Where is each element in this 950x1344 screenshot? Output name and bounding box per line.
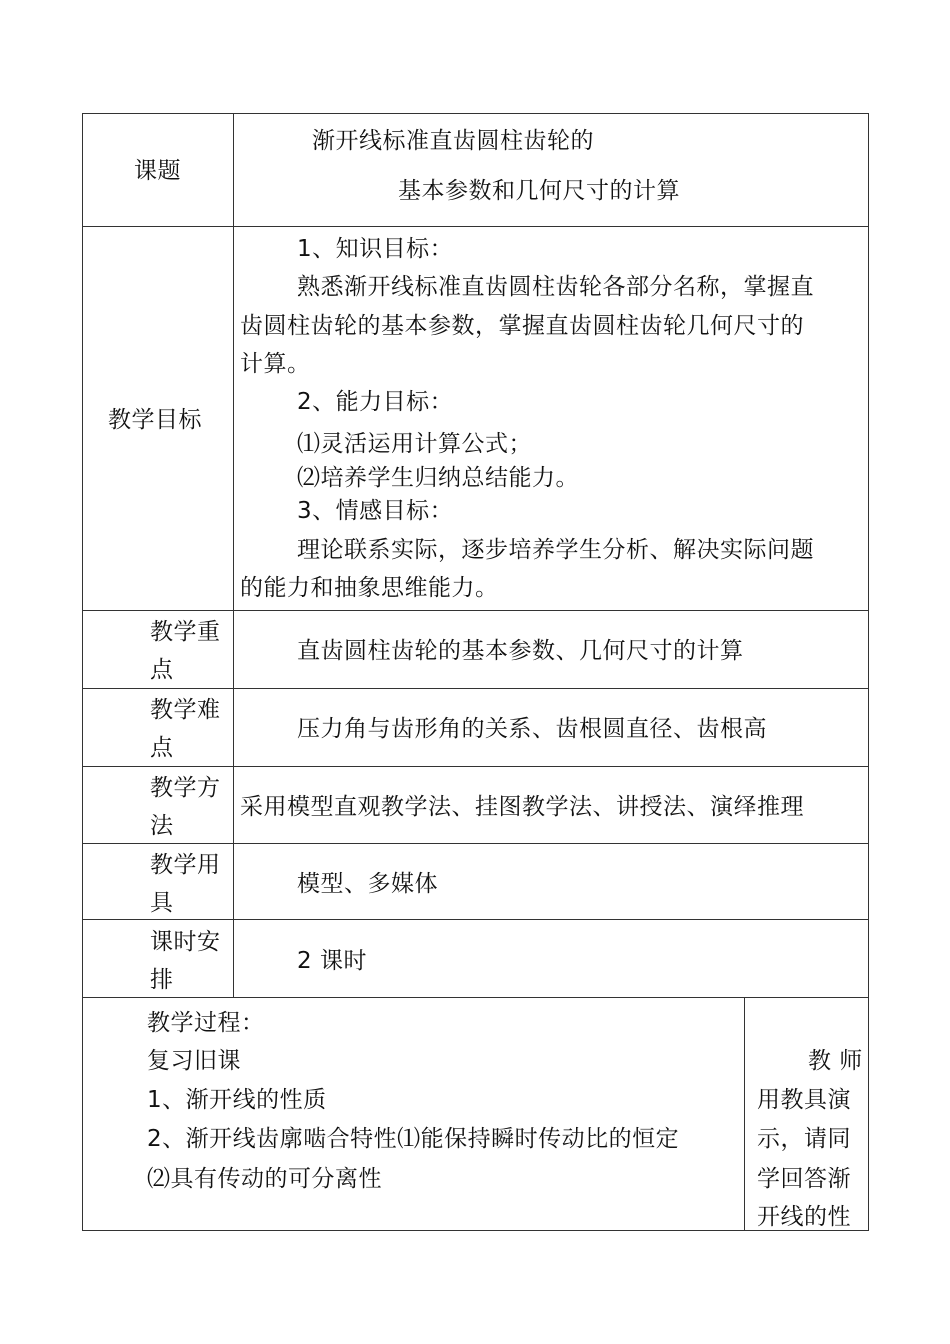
objective-line: ⑵培养学生归纳总结能力。 — [297, 465, 579, 491]
row-divider — [82, 843, 869, 844]
row-divider — [82, 610, 869, 611]
title-line-1: 渐开线标准直齿圆柱齿轮的 — [312, 128, 594, 154]
process-line: 教学过程： — [147, 1010, 265, 1036]
tools-label-2: 具 — [150, 890, 174, 916]
tools-label-1: 教学用 — [150, 852, 221, 878]
difficulty-label-2: 点 — [150, 735, 174, 761]
objective-line: 1、知识目标： — [297, 236, 454, 262]
process-line: 1、渐开线的性质 — [147, 1087, 327, 1113]
process-side-line: 示，请同 — [757, 1126, 851, 1152]
tools-content: 模型、多媒体 — [297, 871, 438, 897]
difficulty-label-1: 教学难 — [150, 697, 221, 723]
title-line-2: 基本参数和几何尺寸的计算 — [398, 178, 680, 204]
objective-line: 熟悉渐开线标准直齿圆柱齿轮各部分名称，掌握直 — [297, 274, 814, 300]
row-divider — [82, 766, 869, 767]
objective-line: 齿圆柱齿轮的基本参数，掌握直齿圆柱齿轮几何尺寸的 — [240, 313, 804, 339]
schedule-label-2: 排 — [150, 967, 174, 993]
process-side-line: 开线的性 — [757, 1204, 851, 1230]
row-divider — [82, 919, 869, 920]
objective-line: 3、情感目标： — [297, 498, 454, 524]
schedule-content: 2 课时 — [297, 948, 367, 974]
row-divider — [82, 226, 869, 227]
column-divider — [233, 113, 234, 997]
process-line: 2、渐开线齿廓啮合特性⑴能保持瞬时传动比的恒定 — [147, 1126, 680, 1152]
difficulty-content: 压力角与齿形角的关系、齿根圆直径、齿根高 — [297, 716, 767, 742]
table-border-bottom — [82, 1230, 869, 1231]
method-content: 采用模型直观教学法、挂图教学法、讲授法、演绎推理 — [240, 794, 804, 820]
table-border-left — [82, 113, 83, 1231]
process-column-divider — [744, 997, 745, 1230]
objective-line: ⑴灵活运用计算公式； — [297, 431, 532, 457]
objective-line: 理论联系实际，逐步培养学生分析、解决实际问题 — [297, 537, 814, 563]
key-content: 直齿圆柱齿轮的基本参数、几何尺寸的计算 — [297, 638, 744, 664]
method-label-1: 教学方 — [150, 775, 221, 801]
row-divider — [82, 688, 869, 689]
objective-line: 2、能力目标： — [297, 389, 454, 415]
objective-line: 的能力和抽象思维能力。 — [240, 575, 499, 601]
objective-line: 计算。 — [240, 351, 311, 377]
method-label-2: 法 — [150, 813, 174, 839]
process-side-line: 学回答渐 — [757, 1166, 851, 1192]
table-border-right — [868, 113, 869, 1231]
objectives-label: 教学目标 — [108, 407, 202, 433]
title-label: 课题 — [134, 158, 181, 184]
key-label-2: 点 — [150, 657, 174, 683]
table-border-top — [82, 113, 869, 114]
schedule-label-1: 课时安 — [150, 929, 221, 955]
key-label-1: 教学重 — [150, 619, 221, 645]
row-divider — [82, 997, 869, 998]
process-line: ⑵具有传动的可分离性 — [147, 1166, 382, 1192]
process-line: 复习旧课 — [147, 1048, 241, 1074]
process-side-line: 教 师 — [808, 1048, 863, 1074]
process-side-line: 用教具演 — [757, 1087, 851, 1113]
